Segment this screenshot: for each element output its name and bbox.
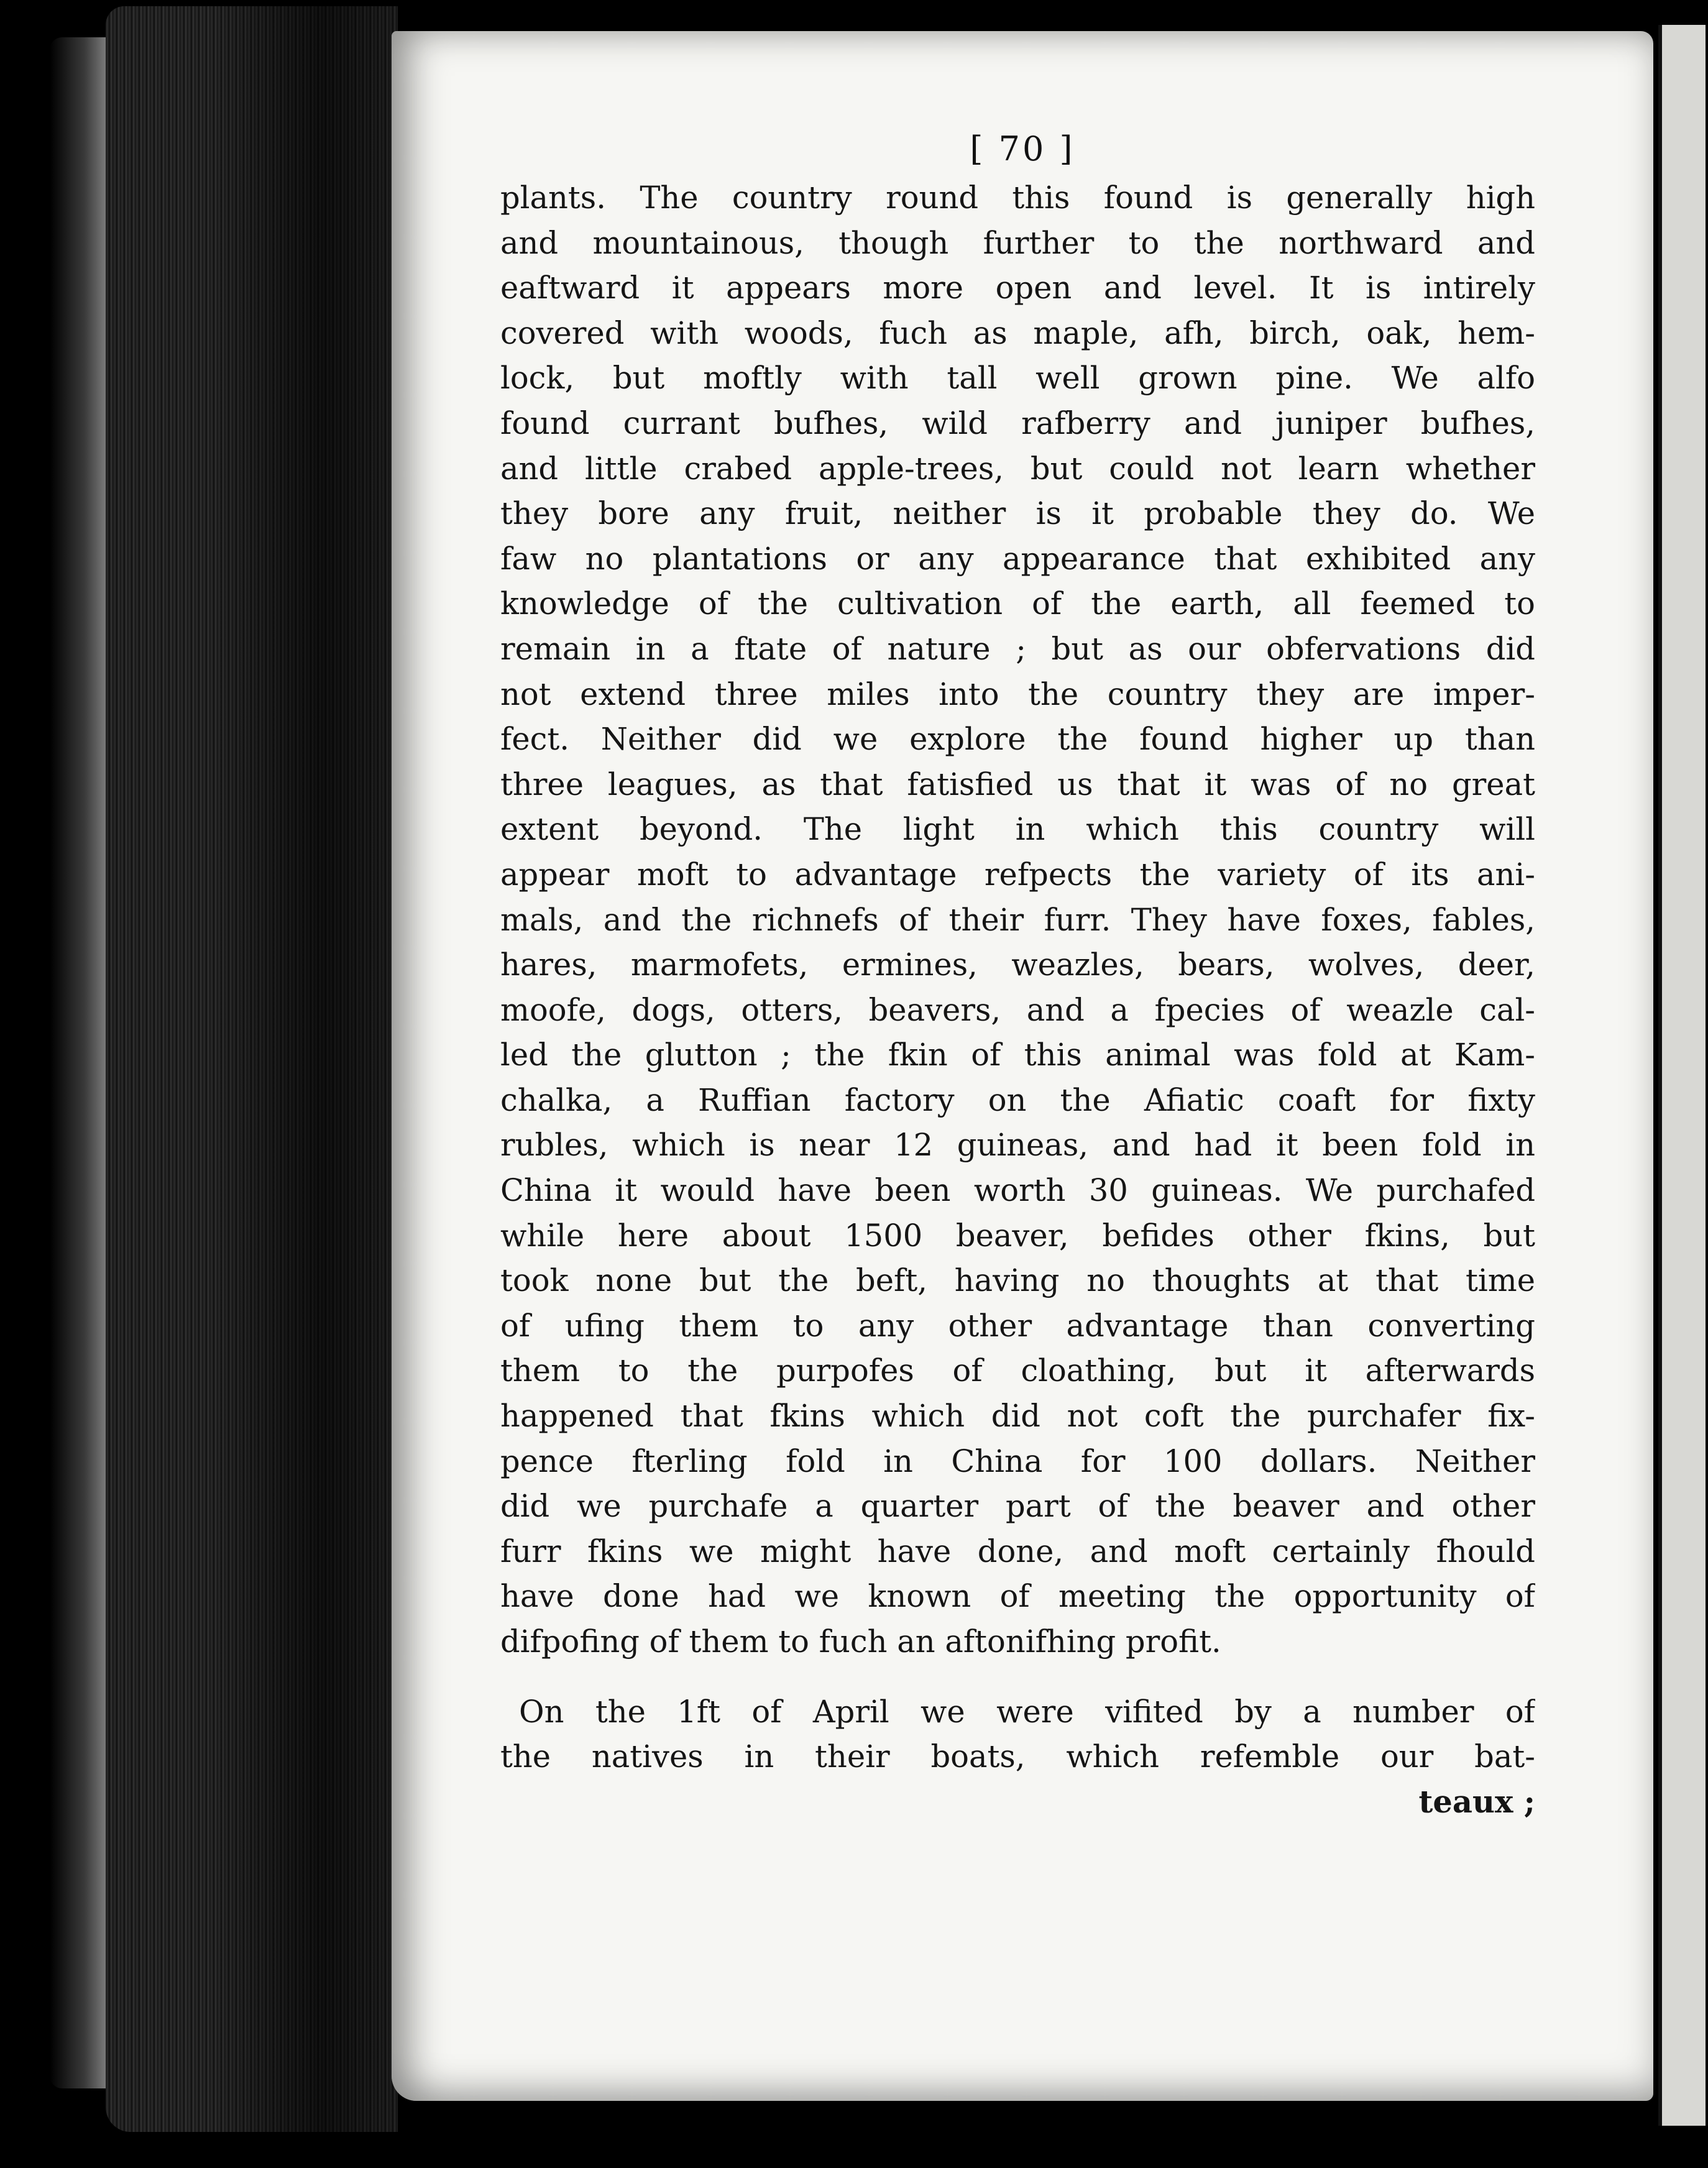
- text-line: plants. The country round this found is generally high: [500, 180, 1535, 216]
- text-line: remain in a ftate of nature ; but as our obfervations did: [500, 630, 1535, 667]
- text-line: difpofing of them to fuch an aftonifhing profit.: [500, 1624, 1221, 1660]
- text-line: have done had we known of meeting the opportunity of: [500, 1578, 1535, 1615]
- text-line: found currant bufhes, wild rafberry and juniper bufhes,: [500, 405, 1535, 441]
- text-line: took none but the beft, having no thoughts at that time: [500, 1262, 1535, 1299]
- catchword: teaux ;: [1418, 1783, 1535, 1820]
- body-text: [500, 175, 1535, 1824]
- text-line: them to the purpofes of cloathing, but it afterwards: [500, 1353, 1535, 1389]
- text-line: extent beyond. The light in which this country will: [500, 811, 1535, 848]
- text-line: did we purchafe a quarter part of the beaver and other: [500, 1488, 1535, 1525]
- text-line: rubles, which is near 12 guineas, and had it been fold in: [500, 1127, 1535, 1164]
- text-line: pence fterling fold in China for 100 dollars. Neither: [500, 1443, 1535, 1479]
- text-line: furr fkins we might have done, and moft certainly fhould: [500, 1533, 1535, 1569]
- text-line: and mountainous, though further to the northward and: [500, 224, 1535, 261]
- text-line: led the glutton ; the fkin of this animal was fold at Kam-: [500, 1037, 1535, 1073]
- text-line: moofe, dogs, otters, beavers, and a fpecies of weazle cal-: [500, 991, 1535, 1028]
- text-line: appear moft to advantage refpects the variety of its ani-: [500, 856, 1535, 893]
- text-line: hares, marmofets, ermines, weazles, bears, wolves, deer,: [500, 947, 1535, 983]
- text-line: China it would have been worth 30 guineas. We purchafed: [500, 1172, 1535, 1209]
- paragraph-2: [500, 1689, 1535, 1780]
- text-line: faw no plantations or any appearance that exhibited any: [500, 540, 1535, 577]
- text-line: On the 1ft of April we were vifited by a number of: [519, 1693, 1535, 1730]
- page-number: [ 70 ]: [970, 129, 1075, 168]
- text-line: eaftward it appears more open and level. It is intirely: [500, 270, 1535, 306]
- text-line: not extend three miles into the country they are imper-: [500, 676, 1535, 712]
- text-line: and little crabed apple-trees, but could not learn whether: [500, 450, 1535, 487]
- text-line: mals, and the richnefs of their furr. They have foxes, fables,: [500, 901, 1535, 938]
- text-line: three leagues, as that fatisfied us that it was of no great: [500, 766, 1535, 802]
- page-edge-right: [1658, 25, 1706, 2126]
- text-line: while here about 1500 beaver, befides other fkins, but: [500, 1217, 1535, 1254]
- text-line: lock, but moftly with tall well grown pine. We alfo: [500, 360, 1535, 397]
- text-line: fect. Neither did we explore the found higher up than: [500, 721, 1535, 758]
- paragraph-gap: [500, 1665, 1535, 1689]
- text-line: the natives in their boats, which refemble our bat-: [500, 1739, 1535, 1775]
- paragraph-1: [500, 175, 1535, 1665]
- text-line: happened that fkins which did not coft the purchafer fix-: [500, 1398, 1535, 1435]
- text-line: chalka, a Ruffian factory on the Afiatic coaft for fixty: [500, 1082, 1535, 1118]
- text-line: they bore any fruit, neither is it probable they do. We: [500, 495, 1535, 532]
- text-line: knowledge of the cultivation of the earth, all feemed to: [500, 586, 1535, 622]
- spine-shadow: [211, 0, 398, 2168]
- text-line: of ufing them to any other advantage than converting: [500, 1307, 1535, 1344]
- text-line: covered with woods, fuch as maple, afh, birch, oak, hem-: [500, 315, 1535, 351]
